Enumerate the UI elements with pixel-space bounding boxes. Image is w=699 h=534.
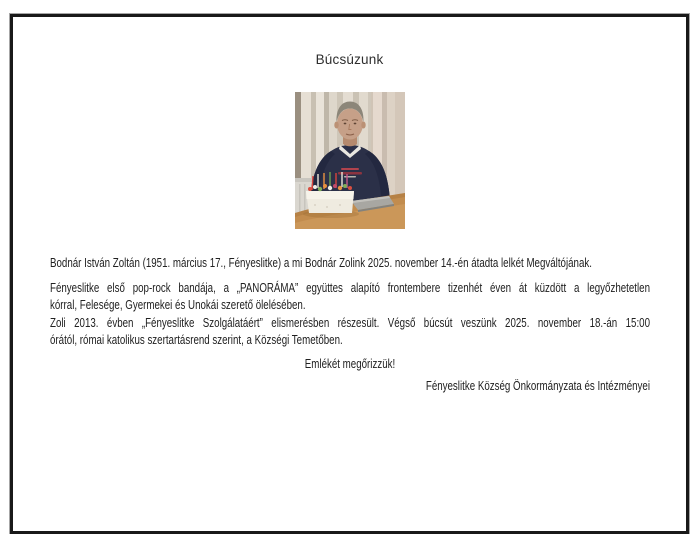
paragraph-3 xyxy=(50,315,650,349)
paragraph-1 xyxy=(50,255,650,272)
page-title: Búcsúzunk xyxy=(315,52,384,67)
notice-frame xyxy=(10,14,689,534)
paragraph-line: Fényeslitke első pop-rock bandája, a „PANORÁMA” együttes alapító frontembere tizenhét éven át küzdött a legyőzhetetlen xyxy=(50,281,650,295)
closing-line: Emlékét megőrizzük! xyxy=(304,357,396,371)
paragraph-line: Bodnár István Zoltán (1951. március 17., Fényeslitke) a mi Bodnár Zolink 2025. november 14.-én átadta lelkét Megváltójának. xyxy=(50,256,592,270)
paragraph-line: Zoli 2013. évben „Fényeslitke Szolgálatáért” elismerésben részesült. Végső búcsút veszünk 2025. november 18.-án 15:00 xyxy=(50,316,650,330)
signature-line: Fényeslitke Község Önkormányzata és Intézményei xyxy=(425,379,650,393)
paragraph-2 xyxy=(50,280,650,314)
portrait-photo xyxy=(295,92,405,229)
body-text xyxy=(50,255,650,395)
paragraph-line: órától, római katolikus szertartásrend szerint, a Községi Temetőben. xyxy=(50,333,343,347)
portrait-photo-illustration xyxy=(295,92,405,229)
paragraph-line: kórral, Felesége, Gyermekei és Unokái szerető ölelésében. xyxy=(50,298,306,312)
